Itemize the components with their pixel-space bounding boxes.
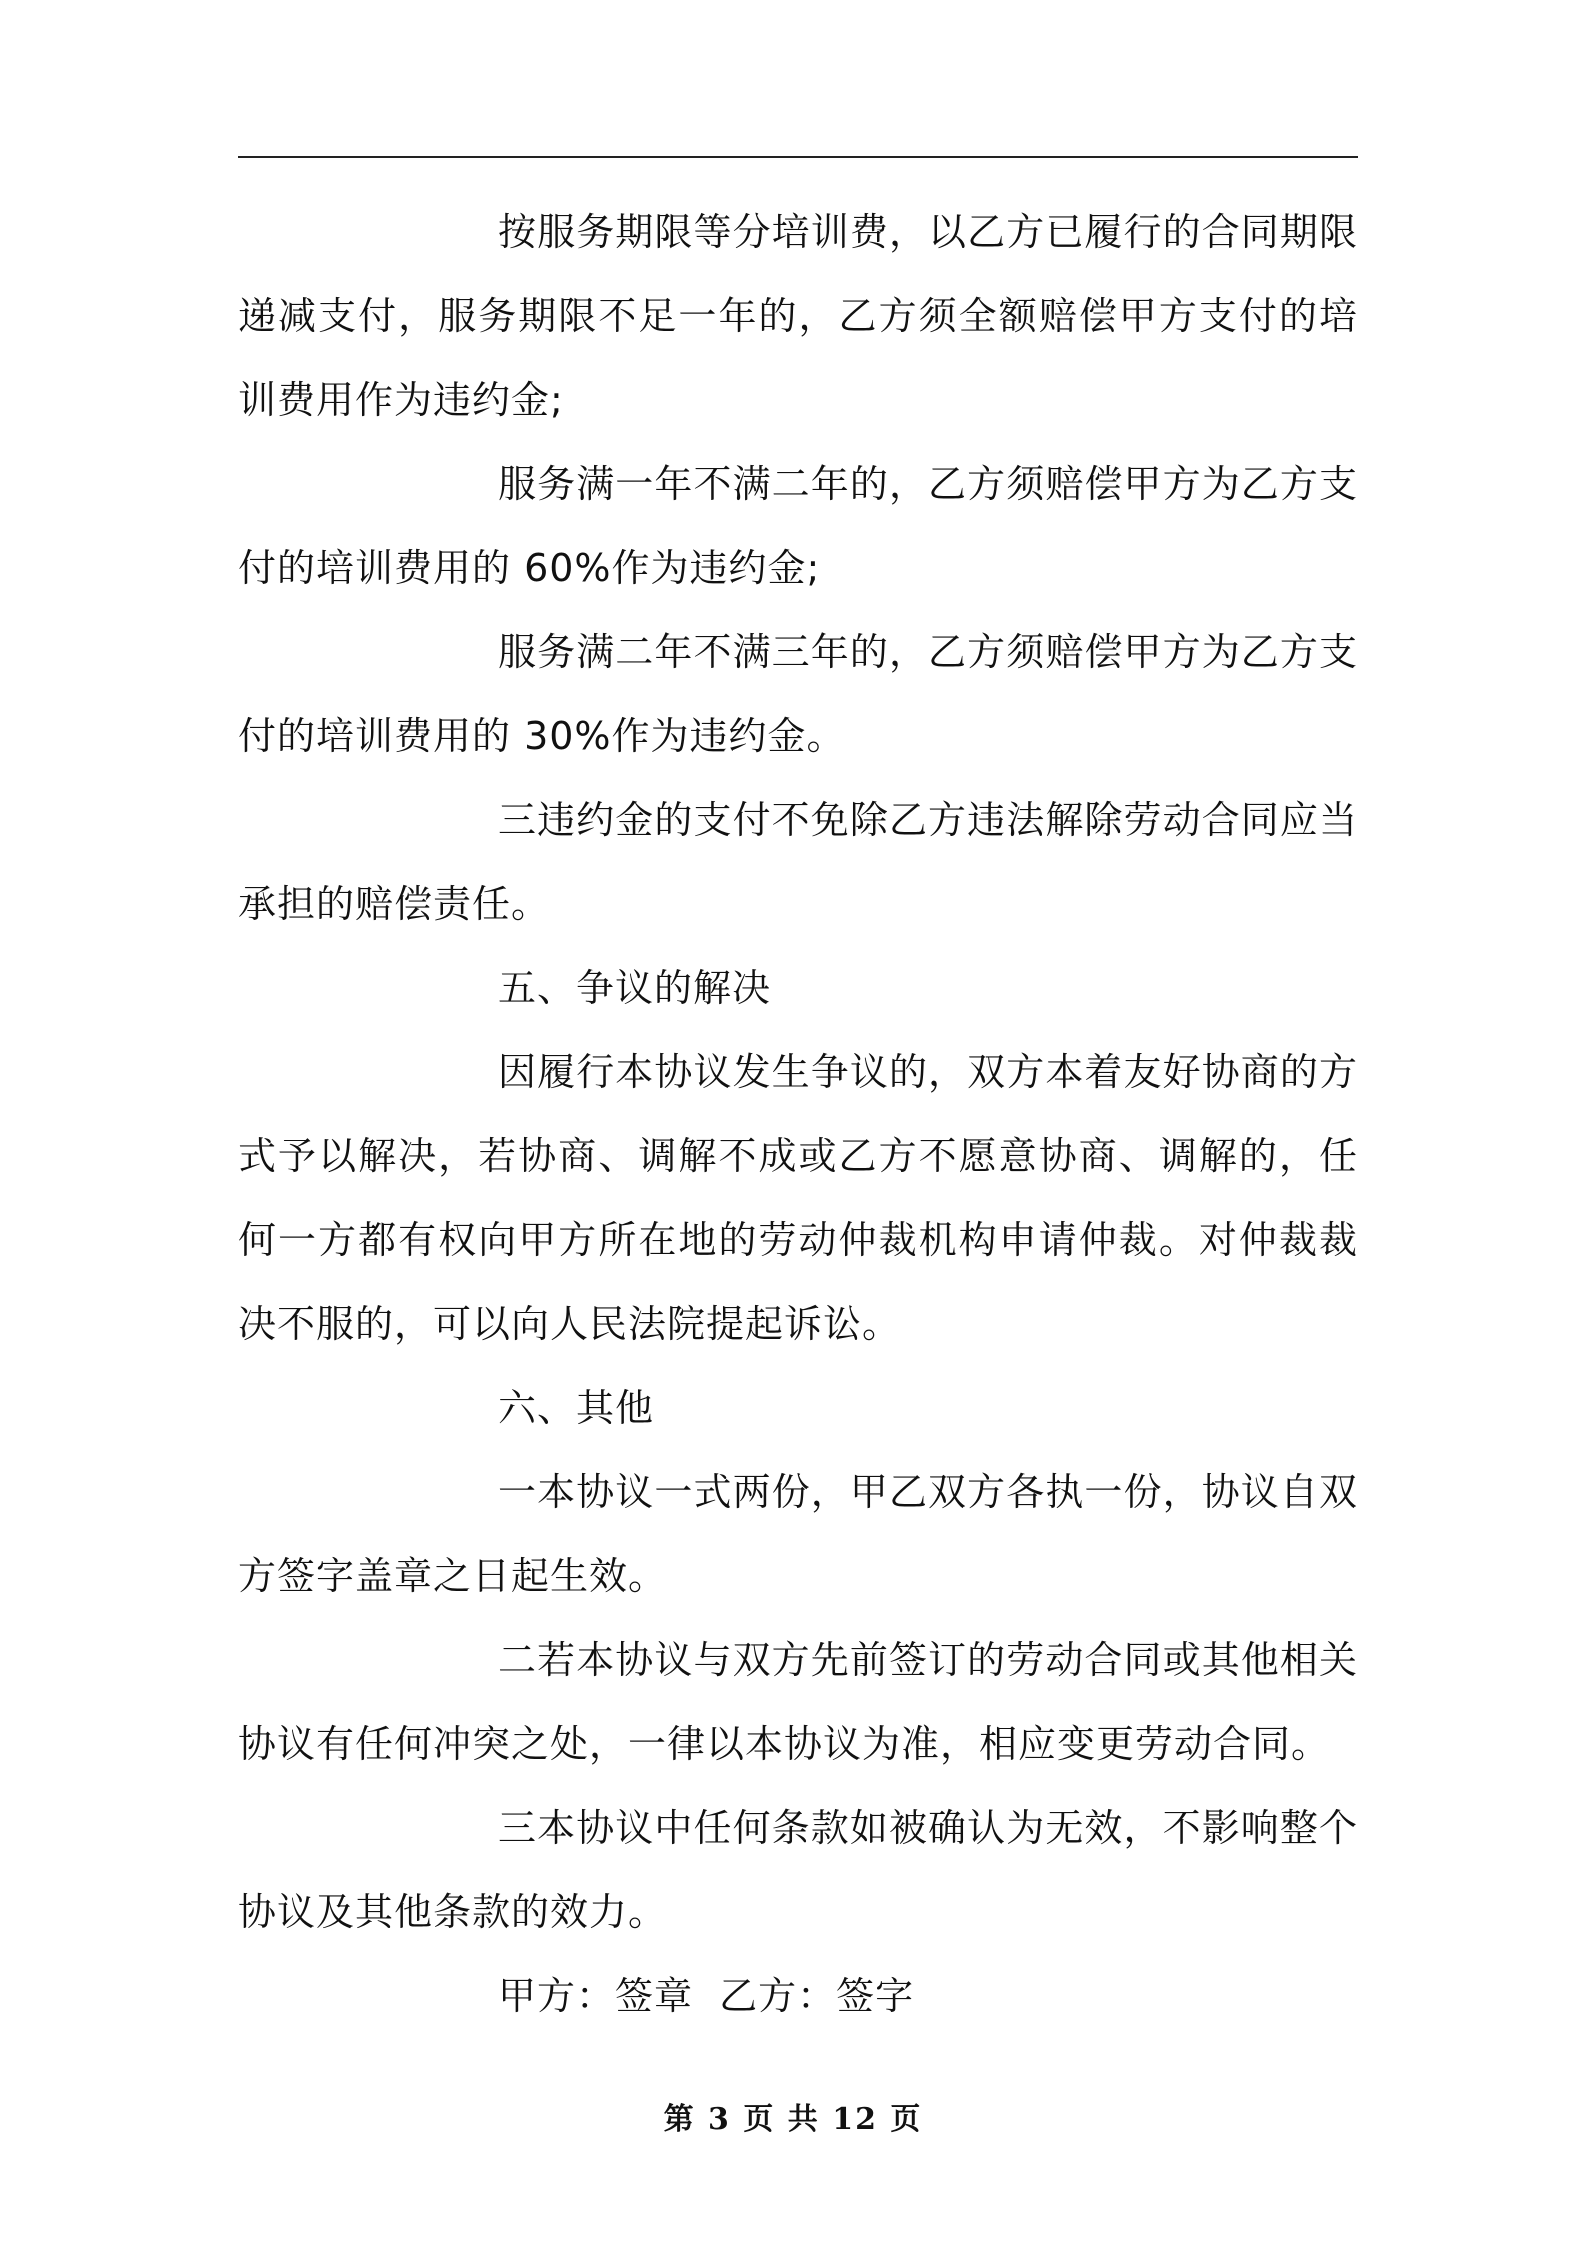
paragraph-dispute-resolution: 因履行本协议发生争议的，双方本着友好协商的方式予以解决，若协商、调解不成或乙方不愿意协商、调解的，任何一方都有权向甲方所在地的劳动仲裁机构申请仲裁。对仲裁裁决不服的，可以向人民法院提起诉讼。: [238, 1050, 1358, 1346]
section-heading-other: 六、其他: [498, 1386, 655, 1430]
signature-line: 甲方：签章 乙方：签字: [498, 1974, 915, 2018]
paragraph-conflict-precedence: 二若本协议与双方先前签订的劳动合同或其他相关协议有任何冲突之处，一律以本协议为准，相应变更劳动合同。: [238, 1638, 1358, 1766]
page-number: 第 3 页 共 12 页: [663, 2102, 923, 2137]
paragraph-training-fee-installment: 按服务期限等分培训费，以乙方已履行的合同期限递减支付，服务期限不足一年的，乙方须全额赔偿甲方支付的培训费用作为违约金;: [238, 210, 1358, 422]
document-body: [238, 190, 1358, 2038]
paragraph-one-to-two-years: 服务满一年不满二年的，乙方须赔偿甲方为乙方支付的培训费用的 60%作为违约金;: [238, 462, 1358, 590]
paragraph-severability: 三本协议中任何条款如被确认为无效，不影响整个协议及其他条款的效力。: [238, 1806, 1358, 1934]
header-rule: [238, 156, 1358, 158]
paragraph-compensation-liability: 三违约金的支付不免除乙方违法解除劳动合同应当承担的赔偿责任。: [238, 798, 1358, 926]
paragraph-two-to-three-years: 服务满二年不满三年的，乙方须赔偿甲方为乙方支付的培训费用的 30%作为违约金。: [238, 630, 1358, 758]
section-heading-dispute-resolution: 五、争议的解决: [498, 966, 772, 1010]
paragraph-copies-effective: 一本协议一式两份，甲乙双方各执一份，协议自双方签字盖章之日起生效。: [238, 1470, 1358, 1598]
